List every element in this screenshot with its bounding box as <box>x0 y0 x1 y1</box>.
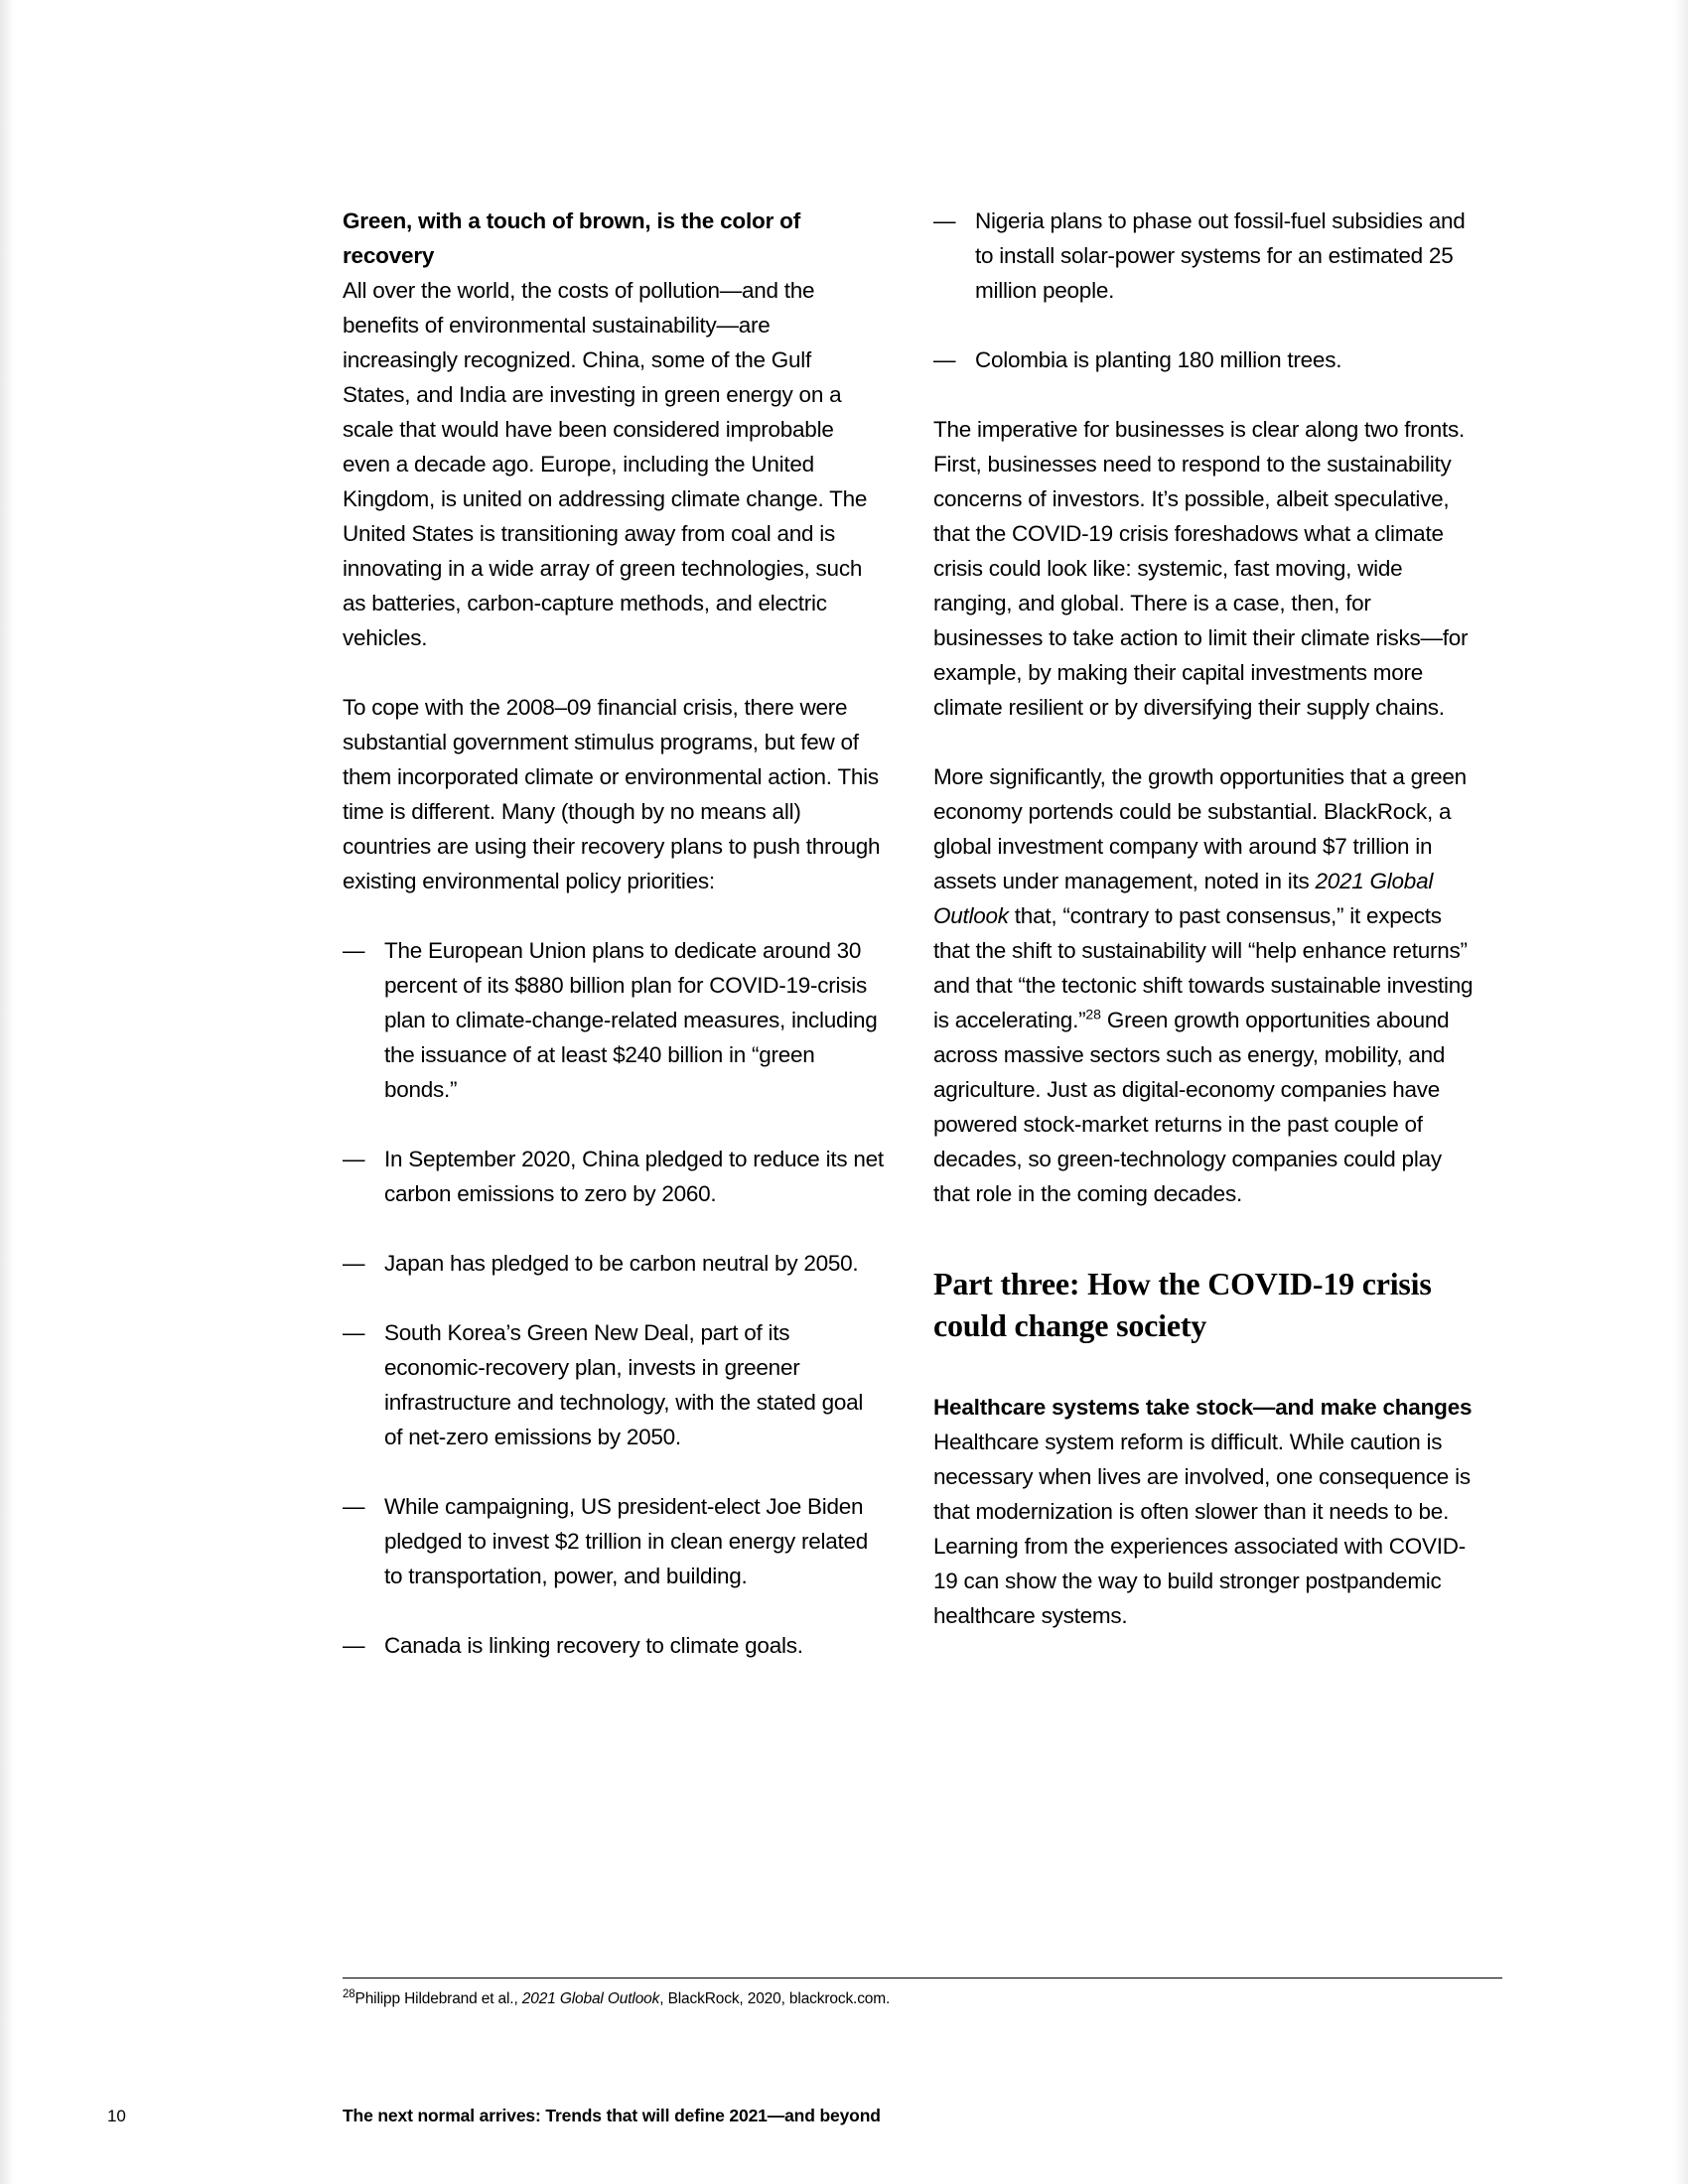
dash-marker-icon: — <box>343 1320 365 1345</box>
page-number: 10 <box>107 2107 126 2125</box>
footnote <box>343 1988 1504 2010</box>
spacer <box>933 377 1475 412</box>
footnote-text-after: , BlackRock, 2020, blackrock.com. <box>659 1990 891 2007</box>
running-title: The next normal arrives: Trends that will define 2021—and beyond <box>343 2106 881 2125</box>
dash-marker-icon: — <box>343 1251 365 1276</box>
list-item-text: Nigeria plans to phase out fossil-fuel subsidies and to install solar-power systems for an estimated 25 million people. <box>975 208 1466 303</box>
left-column <box>343 204 884 1663</box>
left-column-dash-list <box>343 933 884 1663</box>
right-column-paragraph-1: The imperative for businesses is clear along two fronts. First, businesses need to respond to the sustainability concerns of investors. It’s possible, albeit speculative, that the COVID-19 crisis foreshadows what a climate crisis could look like: systemic, fast moving, wide ranging, and global. There is a case, then, for businesses to take action to limit their climate risks—for example, by making their capital investments more climate resilient or by diversifying their supply chains. <box>933 417 1469 720</box>
paragraph-2-text-a: More significantly, the growth opportunities that a green economy portends could be substantial. BlackRock, a global investment company with around $7 trillion in assets under management, noted in its <box>933 764 1467 893</box>
left-column-paragraph-2: To cope with the 2008–09 financial crisis, there were substantial government stimulus programs, but few of them incorporated climate or environmental action. This time is different. Many (though by no means all) countries are using their recovery plans to push through existing environmental policy priorities: <box>343 695 881 893</box>
list-item <box>343 933 884 1107</box>
page-right-edge-shadow <box>1674 0 1688 2184</box>
footnote-italic-title: 2021 Global Outlook <box>521 1990 660 2007</box>
dash-marker-icon: — <box>933 347 956 372</box>
list-item <box>343 1489 884 1593</box>
healthcare-section-heading: Healthcare systems take stock—and make changes <box>933 1395 1473 1420</box>
list-item-text: The European Union plans to dedicate around 30 percent of its $880 billion plan for COVID-19-crisis plan to climate-change-related measures, including the issuance of at least $240 billion in “green bonds.” <box>384 938 878 1102</box>
dash-marker-icon: — <box>343 1494 365 1519</box>
footnote-marker: 28 <box>343 1987 355 2000</box>
list-item-text: While campaigning, US president-elect Joe Biden pledged to invest $2 trillion in clean energy related to transportation, power, and building. <box>384 1494 869 1588</box>
paragraph-2-text-c: Green growth opportunities abound across massive sectors such as energy, mobility, and agriculture. Just as digital-economy companies have powered stock-market returns in the past couple of decades, so green-technology companies could play that role in the coming decades. <box>933 1008 1450 1206</box>
list-item <box>343 1142 884 1211</box>
list-item-text: In September 2020, China pledged to reduce its net carbon emissions to zero by 2060. <box>384 1147 884 1206</box>
footnote-text-before: Philipp Hildebrand et al., <box>354 1990 522 2007</box>
paragraph-2-text-b: that, “contrary to past consensus,” it expects that the shift to sustainability will “help enhance returns” and that “the tectonic shift towards sustainable investing is accelerating.” <box>933 903 1474 1032</box>
list-item-text: South Korea’s Green New Deal, part of its economic-recovery plan, invests in greener infrastructure and technology, with the stated goal of net-zero emissions by 2050. <box>384 1320 864 1449</box>
list-item <box>343 1315 884 1454</box>
dash-marker-icon: — <box>933 208 956 233</box>
spacer <box>343 898 884 933</box>
right-column-paragraph-2 <box>933 759 1475 1211</box>
part-three-heading: Part three: How the COVID-19 crisis could change society <box>933 1266 1432 1343</box>
dash-marker-icon: — <box>343 938 365 963</box>
list-item-text: Colombia is planting 180 million trees. <box>975 347 1342 372</box>
right-column-dash-list <box>933 204 1475 377</box>
left-column-paragraph-1: All over the world, the costs of pollution—and the benefits of environmental sustainability—are increasingly recognized. China, some of the Gulf States, and India are investing in green energy on a scale that would have been considered improbable even a decade ago. Europe, including the United Kingdom, is united on addressing climate change. The United States is transitioning away from coal and is innovating in a wide array of green technologies, such as batteries, carbon-capture methods, and electric vehicles. <box>343 278 868 650</box>
left-column-heading: Green, with a touch of brown, is the color of recovery <box>343 208 801 268</box>
spacer <box>933 1346 1475 1390</box>
list-item <box>933 204 1475 308</box>
list-item-text: Canada is linking recovery to climate goals. <box>384 1633 803 1658</box>
spacer <box>933 1211 1475 1263</box>
list-item <box>343 1246 884 1281</box>
blackrock-report-title: 2021 Global Outlook <box>933 869 1434 928</box>
dash-marker-icon: — <box>343 1633 365 1658</box>
dash-marker-icon: — <box>343 1147 365 1171</box>
page-left-edge-shadow <box>0 0 14 2184</box>
healthcare-section-paragraph: Healthcare system reform is difficult. While caution is necessary when lives are involved, one consequence is that modernization is often slower than it needs to be. Learning from the experiences associated with COVID-19 can show the way to build stronger postpandemic healthcare systems. <box>933 1430 1471 1628</box>
list-item-text: Japan has pledged to be carbon neutral by 2050. <box>384 1251 859 1276</box>
right-column <box>933 204 1475 1633</box>
footnote-divider <box>343 1978 1502 1979</box>
list-item <box>343 1628 884 1663</box>
footnote-reference-28: 28 <box>1085 1006 1101 1023</box>
list-item <box>933 342 1475 377</box>
